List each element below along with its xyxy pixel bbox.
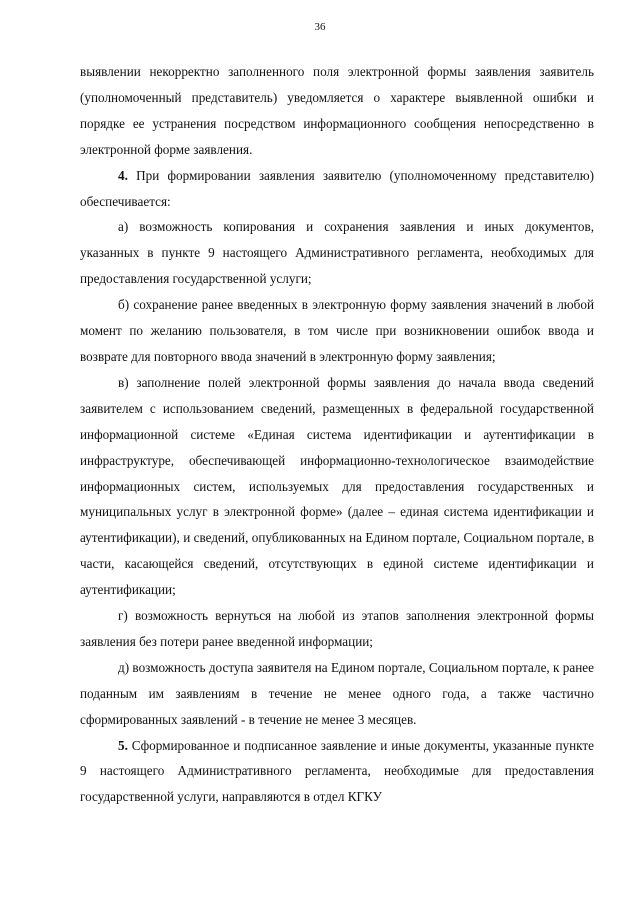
item-number: 5. — [118, 737, 128, 753]
paragraph-text: в) заполнение полей электронной формы заявления до начала ввода сведений заявителем с использованием сведений, размещенных в федеральной государственной информационной системе «Единая система идентификации и аутентификации в инфраструктуре, обеспечивающей информационно-технологическое взаимодействие информационных систем, используемых для предоставления государственных и муниципальных услуг в электронной форме» (далее – единая система идентификации и аутентификации), и сведений, опубликованных на Едином портале, Социальном портале, в части, касающейся сведений, отсутствующих в единой системе идентификации и аутентификации; — [80, 374, 594, 598]
paragraph-subitem-a — [80, 214, 594, 292]
paragraph-text: г) возможность вернуться на любой из этапов заполнения электронной формы заявления без потери ранее введенной информации; — [80, 608, 594, 649]
paragraph-text: б) сохранение ранее введенных в электронную форму заявления значений в любой момент по желанию пользователя, в том числе при возникновении ошибок ввода и возврате для повторного ввода значений в электронную форму заявления; — [80, 297, 594, 364]
paragraph-subitem-g — [80, 603, 594, 655]
paragraph-subitem-d — [80, 655, 594, 733]
paragraph-text: д) возможность доступа заявителя на Едином портале, Социальном портале, к ранее поданным им заявлениям в течение не менее одного года, а также частично сформированных заявлений - в течение не менее 3 месяцев. — [80, 659, 594, 727]
paragraph-text: Сформированное и подписанное заявление и иные документы, указанные пункте 9 настоящего Административного регламента, необходимые для предоставления государственной услуги, направляются в отдел КГКУ — [80, 737, 594, 805]
item-number: 4. — [118, 167, 128, 183]
paragraph-subitem-v — [80, 370, 594, 603]
paragraph-continuation — [80, 59, 594, 163]
document-body — [80, 59, 594, 810]
paragraph-text: выявлении некорректно заполненного поля электронной формы заявления заявитель (уполномоченный представитель) уведомляется о характере выявленной ошибки и порядке ее устранения посредством информационного сообщения непосредственно в электронной форме заявления. — [80, 64, 594, 157]
paragraph-subitem-b — [80, 292, 594, 370]
paragraph-text: При формировании заявления заявителю (уполномоченному представителю) обеспечивается: — [80, 167, 594, 209]
paragraph-item-4 — [80, 163, 594, 215]
paragraph-item-5 — [80, 733, 594, 811]
paragraph-text: а) возможность копирования и сохранения заявления и иных документов, указанных в пункте 9 настоящего Административного регламента, необходимых для предоставления государственной услуги; — [80, 219, 594, 287]
page-number: 36 — [314, 21, 326, 33]
